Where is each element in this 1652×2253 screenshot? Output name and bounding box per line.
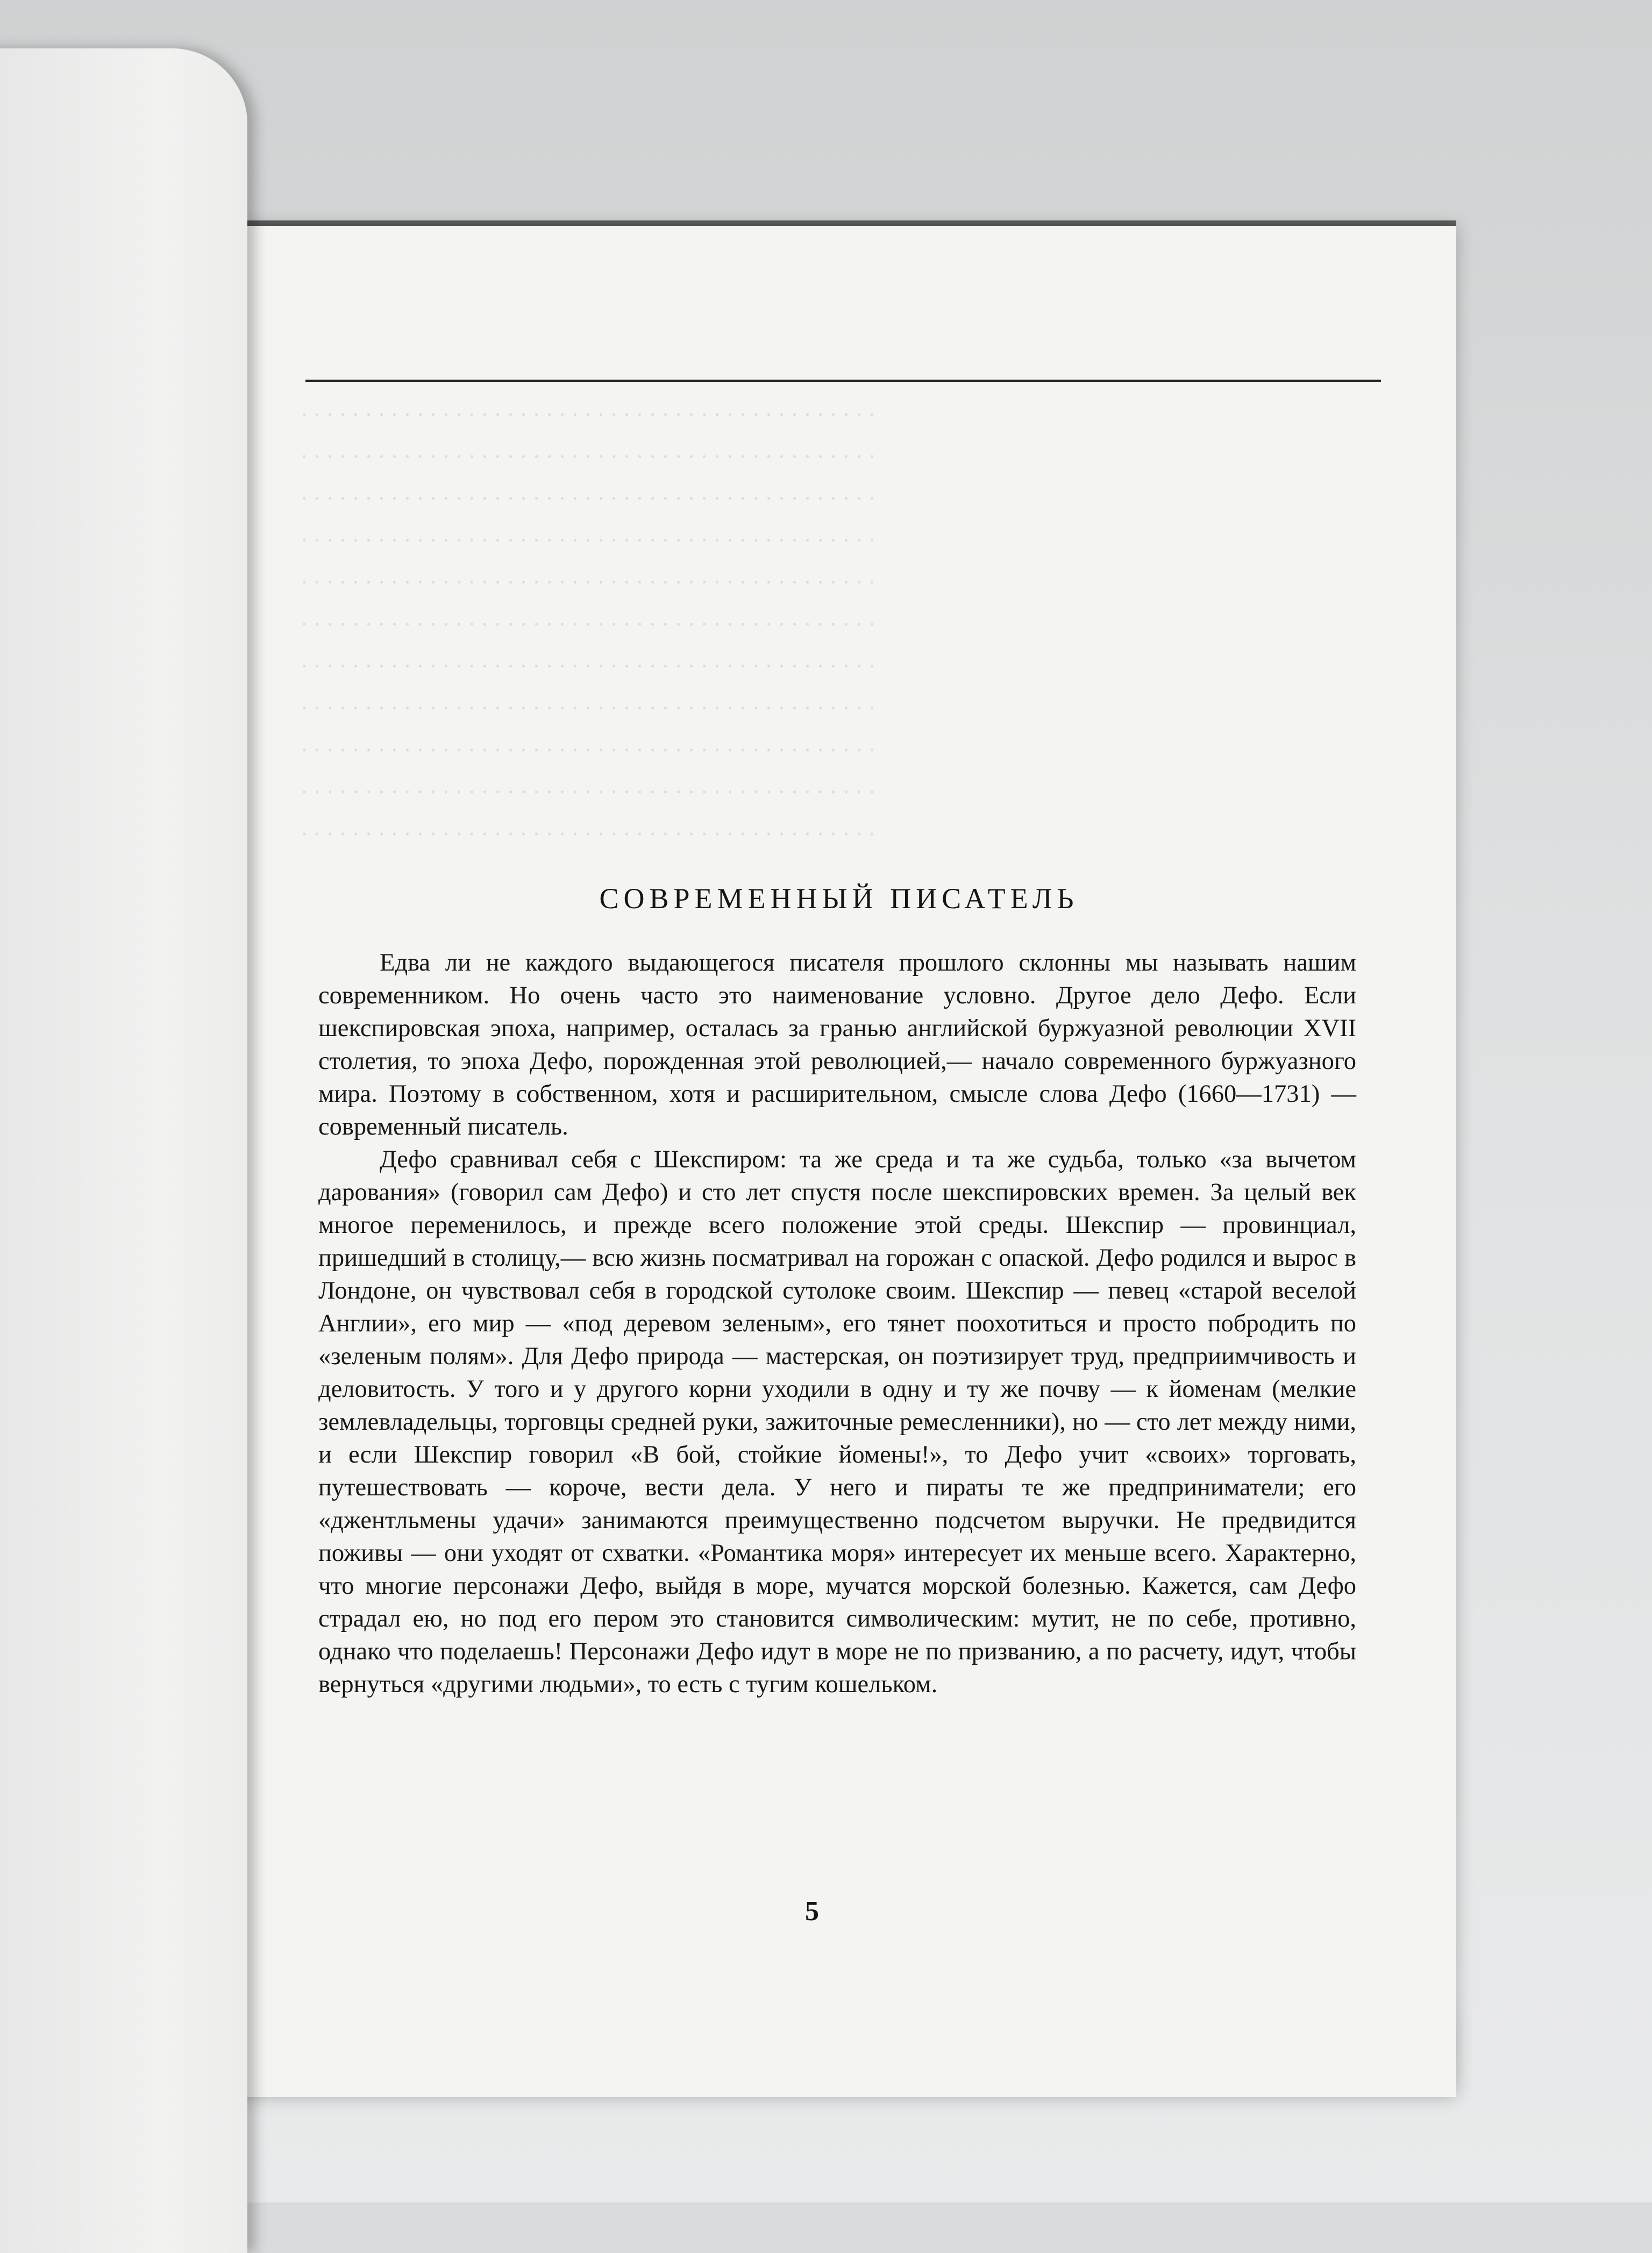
- chapter-title: СОВРЕМЕННЫЙ ПИСАТЕЛЬ: [599, 882, 1079, 915]
- show-through-text: . . . . . . . . . . . . . . . . . . . . . . . . . . . . . . . . . . . . . . . . . . . . . . . . . . . . . . . . . . . . . . . . . . . . . . . . . . . . . . . . . . . . . . . . . . . . . . . . . . . . . . . . . . . . . . . . . . . . . . . . . . . . . . . . . . . . . . . . . . . . . . . . . . . . . . . . . . . . . . . . . . . . . . . . . . . . . . . . . . . . . . . . . . . . . . . . . . . . . . . . . . . . . . . . . . . . . . . . . . . . . . . . . . . . . . . . . . . . . . . . . . . . . . . . . . . . . . . . . . . . . . . . . . . . . . . . . . . . . . . . . . . . . . . . . . . . . . . . . . . . . . . . . . . . . . . . . . . . . . . . . . . . . . . . . . . . . . . . . . . . . . . . . . . . . . . . . . . . . . . . . . . . . . . . . . . . . . . . . . . . . . . . . . . . . . . . . . . . . . . . . . . . . . . . . . . . . . . . . . . . . . . . . . . . . . . . . . . . . . . . . . . . . . . . . . . . . . . . . . . . . . . . . . . . . . . . . . . . . . . . . . . . . . . . . . . . . . .: [301, 395, 875, 840]
- page-number: 5: [805, 1896, 819, 1927]
- body-text: [318, 946, 1356, 1701]
- paragraph-2: Дефо сравнивал себя с Шекспиром: та же среда и та же судьба, только «за вычетом дарования» (говорил сам Дефо) и сто лет спустя после шекспировских времен. За целый век многое переменилось, и прежде всего положение этой среды. Шекспир — провинциал, пришедший в столицу,— всю жизнь посматривал на горожан с опаской. Дефо родился и вырос в Лондоне, он чувствовал себя в городской сутолоке своим. Шекспир — певец «старой веселой Англии», его мир — «под деревом зеленым», его тянет поохотиться и просто побродить по «зеленым полям». Для Дефо природа — мастерская, он поэтизирует труд, предприимчивость и деловитость. У того и у другого корни уходили в одну и ту же почву — к йоменам (мелкие землевладельцы, торговцы средней руки, зажиточные ремесленники), но — сто лет между ними, и если Шекспир говорил «В бой, стойкие йомены!», то Дефо учит «своих» торговать, путешествовать — короче, вести дела. У него и пираты те же предприниматели; его «джентльмены удачи» занимаются преимущественно подсчетом выручки. Не предвидится поживы — они уходят от схватки. «Романтика моря» интересует их меньше всего. Характерно, что многие персонажи Дефо, выйдя в море, мучатся морской болезнью. Кажется, сам Дефо страдал ею, но под его пером это становится символическим: мутит, не по себе, противно, однако что поделаешь! Персонажи Дефо идут в море не по призванию, а по расчету, идут, чтобы вернуться «другими людьми», то есть с тугим кошельком.: [318, 1146, 1356, 1698]
- paragraph-1: Едва ли не каждого выдающегося писателя прошлого склонны мы называть нашим современником. Но очень часто это наименование условно. Другое дело Дефо. Если шекспировская эпоха, например, осталась за гранью английской буржуазной революции XVII столетия, то эпоха Дефо, порожденная этой революцией,— начало современного буржуазного мира. Поэтому в собственном, хотя и расширительном, смысле слова Дефо (1660—1731) — современный писатель.: [318, 949, 1356, 1140]
- facing-page-edge: [0, 48, 247, 2253]
- header-rule: [305, 380, 1381, 382]
